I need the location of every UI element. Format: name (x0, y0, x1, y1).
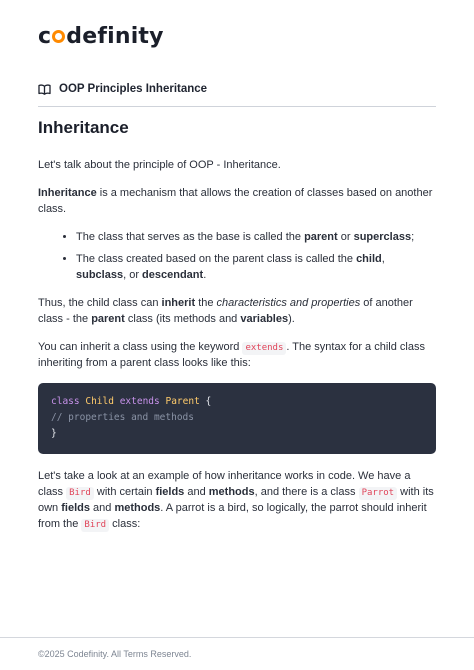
codefinity-logo[interactable] (38, 26, 164, 48)
intro-paragraph: Let's talk about the principle of OOP - Inheritance. (38, 159, 281, 171)
logo-text-end: definity (66, 24, 164, 49)
page-title: Inheritance (38, 118, 129, 137)
logo-ring-icon (52, 30, 65, 43)
code-line: // properties and methods (51, 412, 194, 423)
text: is a mechanism that allows the creation of classes based on another class. (38, 187, 433, 215)
definition-list (38, 229, 436, 283)
inline-code-bird: Bird (81, 519, 109, 532)
article-content (38, 116, 436, 544)
inline-code-parrot: Parrot (359, 487, 398, 500)
example-paragraph: Let's take a look at an example of how inheritance works in code. We have a class Bird with certain fields and methods, and there is a class Parrot with its own fields and methods. A parrot is a bird, so logically, the parrot should inherit from the Bird class: (38, 470, 434, 530)
list-item: • The class created based on the parent class is called the child, subclass, or descendant. (76, 251, 436, 283)
list-item: • The class that serves as the base is called the parent or superclass; (76, 229, 436, 245)
code-line: } (51, 428, 57, 439)
inline-code-extends: extends (242, 342, 286, 355)
footer-copyright: ©2025 Codefinity. All Terms Reserved. (38, 649, 192, 659)
syntax-paragraph: You can inherit a class using the keyword extends . The syntax for a child class inheriting from a parent class looks like this: (38, 341, 425, 369)
breadcrumb-text: OOP Principles Inheritance (59, 83, 208, 95)
header-divider (38, 106, 436, 107)
code-block[interactable] (38, 383, 436, 454)
breadcrumb (38, 83, 207, 95)
definition-paragraph (38, 185, 436, 217)
logo-text-start: c (38, 24, 52, 49)
term-inheritance: Inheritance (38, 187, 97, 199)
code-line: class Child extends Parent { (51, 396, 212, 407)
footer-divider (0, 637, 474, 638)
inherit-paragraph: Thus, the child class can inherit the characteristics and properties of another class - the parent class (its methods and variables). (38, 297, 413, 325)
inline-code-bird: Bird (66, 487, 94, 500)
open-book-icon (38, 84, 51, 95)
